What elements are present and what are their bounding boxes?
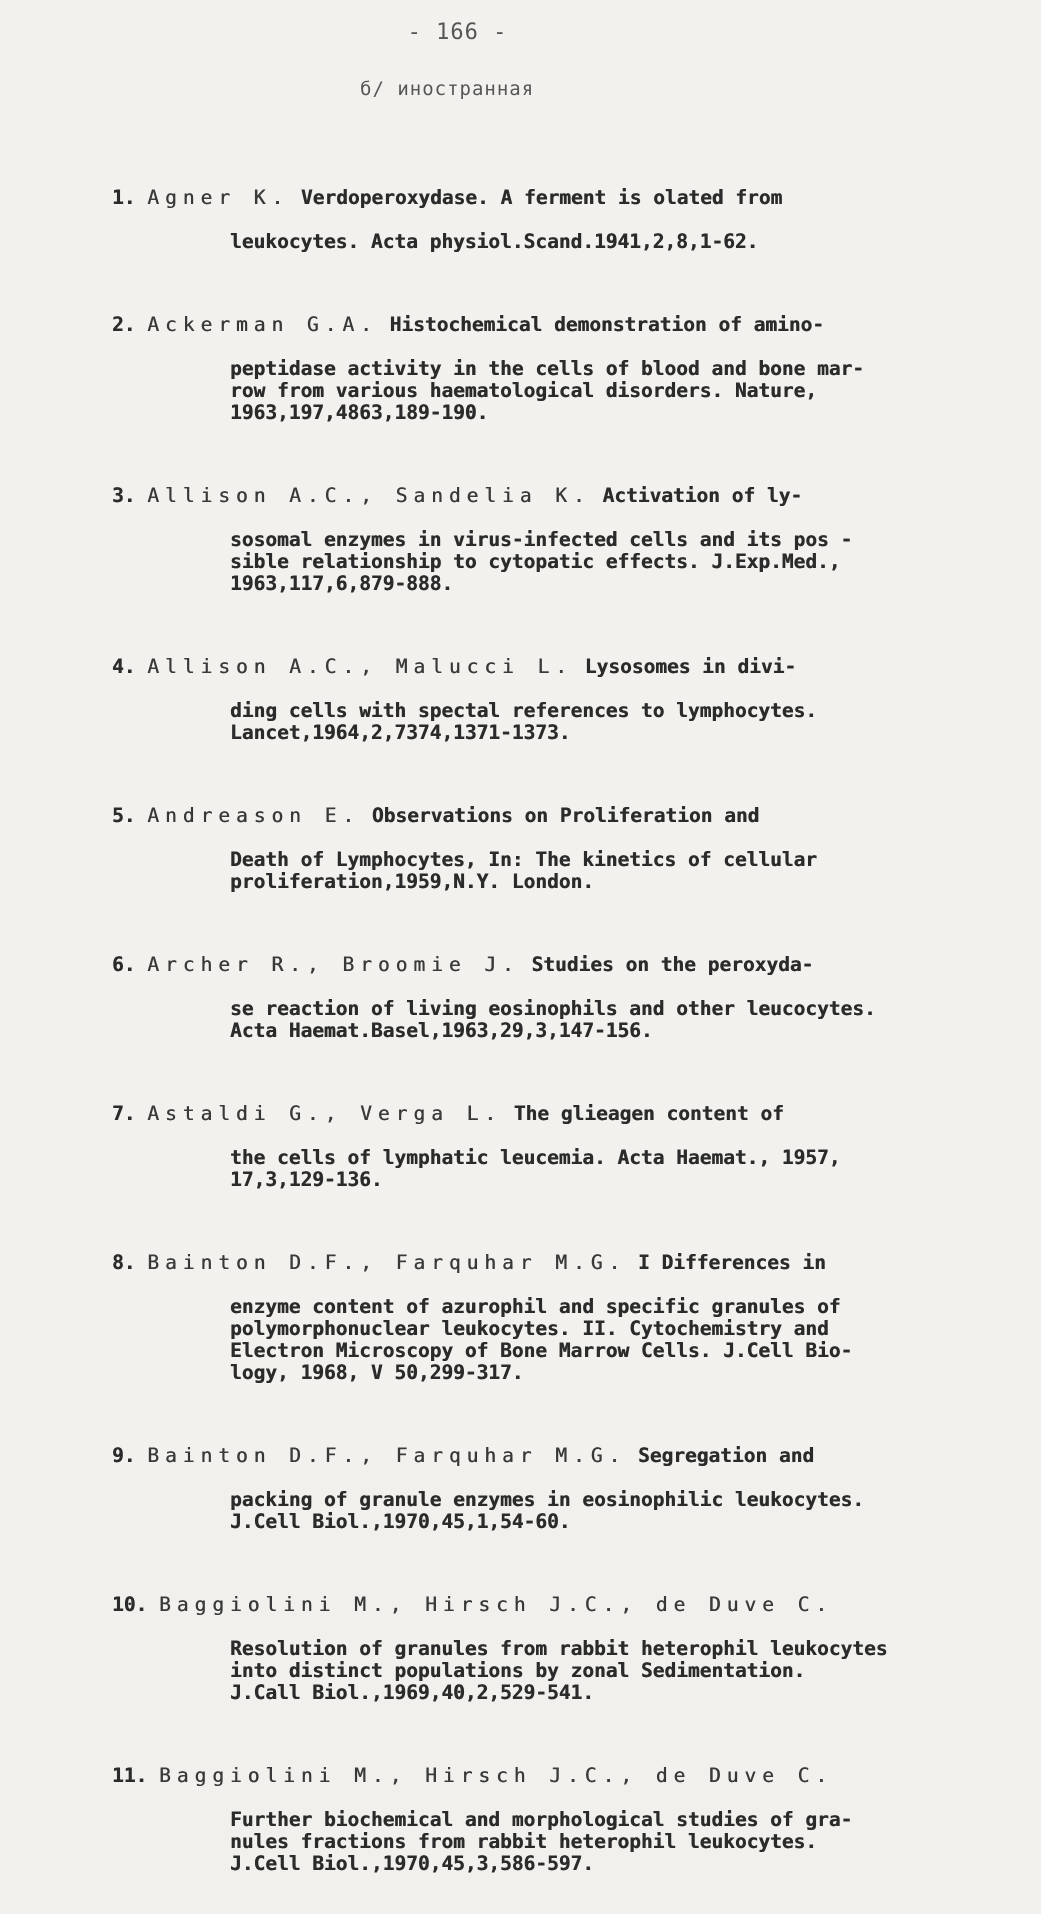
reference-continuation: packing of granule enzymes in eosinophilic leukocytes. J.Cell Biol.,1970,45,1,54-60. [230,1488,864,1533]
reference-title-start: Studies on the peroxyda- [531,953,814,976]
reference-item [112,634,972,766]
reference-continuation: ding cells with spectal references to lymphocytes. Lancet,1964,2,7374,1371-1373. [230,699,817,744]
reference-title-start: I Differences in [637,1251,826,1274]
reference-number: 2. [112,313,136,336]
reference-number: 8. [112,1251,136,1274]
reference-number: 1. [112,186,136,209]
reference-list [112,165,972,1914]
reference-author: Bainton D.F., Farquhar M.G. [147,1444,627,1467]
reference-item [112,165,972,275]
reference-continuation: enzyme content of azurophil and specific granules of polymorphonuclear leukocytes. II. Cytochemistry and Electron Microscopy of Bone Marrow Cells. J.Cell Bio- logy, 1968, V 50,299-317. [230,1295,853,1384]
reference-title-start: Verdoperoxydase. A ferment is olated from [300,186,783,209]
reference-author: Baggiolini M., Hirsch J.C., de Duve C. [158,1764,834,1787]
reference-author: Bainton D.F., Farquhar M.G. [147,1251,627,1274]
reference-continuation: Further biochemical and morphological studies of gra- nules fractions from rabbit heterophil leukocytes. J.Cell Biol.,1970,45,3,586-597. [230,1808,853,1875]
reference-author: Allison A.C., Sandelia K. [147,484,591,507]
page-number: - 166 - [407,20,508,45]
reference-continuation: peptidase activity in the cells of blood and bone mar- row from various haematological disorders. Nature, 1963,197,4863,189-190. [230,357,864,424]
reference-number: 10. [112,1593,148,1616]
reference-continuation: se reaction of living eosinophils and other leucocytes. Acta Haemat.Basel,1963,29,3,147-156. [230,997,876,1042]
reference-author: Baggiolini M., Hirsch J.C., de Duve C. [158,1593,834,1616]
reference-number: 4. [112,655,136,678]
reference-item [112,1572,972,1726]
reference-title-start: Activation of ly- [602,484,803,507]
reference-title-start: The glieagen content of [513,1102,784,1125]
reference-item [112,463,972,617]
reference-item [112,1230,972,1406]
reference-item [112,292,972,446]
reference-item [112,783,972,915]
reference-number: 9. [112,1444,136,1467]
reference-number: 6. [112,953,136,976]
reference-continuation: Resolution of granules from rabbit heterophil leukocytes into distinct populations by zonal Sedimentation. J.Call Biol.,1969,40,2,529-541. [230,1637,888,1704]
reference-title-start: Segregation and [637,1444,815,1467]
reference-title-start: Histochemical demonstration of amino- [389,313,824,336]
reference-author: Agner K. [147,186,290,209]
reference-item [112,1081,972,1213]
reference-item [112,932,972,1064]
reference-author: Astaldi G., Verga L. [147,1102,503,1125]
reference-continuation: leukocytes. Acta physiol.Scand.1941,2,8,1-62. [230,230,759,253]
reference-number: 7. [112,1102,136,1125]
section-title: б/ иностранная [360,78,535,100]
reference-item [112,1743,972,1897]
reference-author: Allison A.C., Malucci L. [147,655,573,678]
reference-continuation: Death of Lymphocytes, In: The kinetics of cellular proliferation,1959,N.Y. London. [230,848,817,893]
reference-continuation: the cells of lymphatic leucemia. Acta Haemat., 1957, 17,3,129-136. [230,1146,841,1191]
reference-item [112,1423,972,1555]
reference-continuation: sosomal enzymes in virus-infected cells and its pos - sible relationship to cytopatic effects. J.Exp.Med., 1963,117,6,879-888. [230,528,853,595]
reference-number: 11. [112,1764,148,1787]
reference-author: Ackerman G.A. [147,313,378,336]
reference-title-start: Lysosomes in divi- [584,655,797,678]
reference-title-start: Observations on Proliferation and [371,804,760,827]
reference-number: 3. [112,484,136,507]
reference-number: 5. [112,804,136,827]
reference-author: Archer R., Broomie J. [147,953,520,976]
reference-author: Andreason E. [147,804,361,827]
